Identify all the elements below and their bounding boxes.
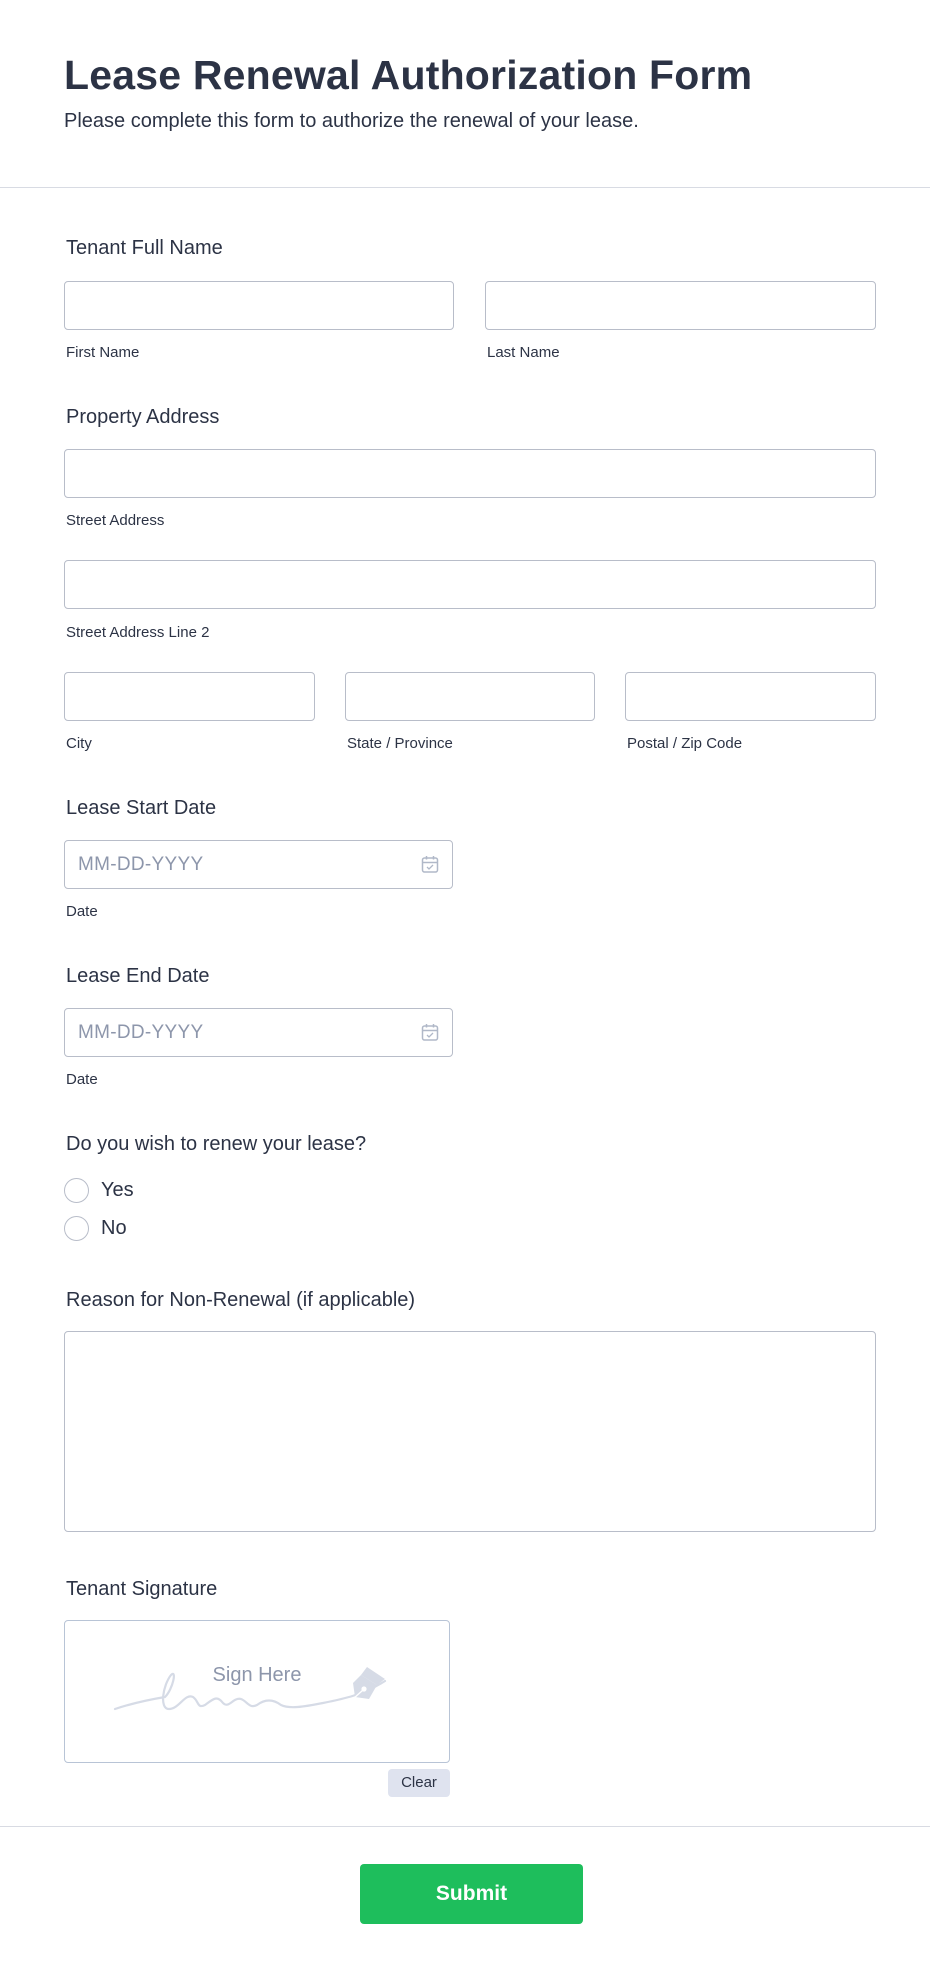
state-input[interactable] bbox=[345, 672, 595, 721]
radio-option-yes[interactable] bbox=[64, 1177, 134, 1203]
sign-here-text: Sign Here bbox=[212, 1664, 302, 1686]
city-sublabel: City bbox=[66, 735, 92, 752]
radio-button-no[interactable] bbox=[64, 1216, 89, 1241]
form-subtitle: Please complete this form to authorize the renewal of your lease. bbox=[64, 110, 639, 132]
street-address-line2-input[interactable] bbox=[64, 560, 876, 609]
calendar-icon[interactable] bbox=[421, 855, 439, 874]
lease-start-label: Lease Start Date bbox=[66, 797, 217, 819]
clear-signature-button[interactable]: Clear bbox=[388, 1769, 450, 1797]
last-name-sublabel: Last Name bbox=[487, 344, 560, 361]
renew-question-label: Do you wish to renew your lease? bbox=[66, 1133, 367, 1155]
street-address-sublabel: Street Address bbox=[66, 512, 165, 529]
state-sublabel: State / Province bbox=[347, 735, 453, 752]
first-name-sublabel: First Name bbox=[66, 344, 140, 361]
calendar-icon[interactable] bbox=[421, 1023, 439, 1042]
radio-label-yes[interactable]: Yes bbox=[101, 1178, 134, 1201]
street-address-line2-sublabel: Street Address Line 2 bbox=[66, 624, 210, 641]
lease-start-sublabel: Date bbox=[66, 903, 98, 920]
form-title: Lease Renewal Authorization Form bbox=[64, 52, 753, 98]
footer-divider bbox=[0, 1826, 930, 1827]
submit-button[interactable]: Submit bbox=[360, 1864, 583, 1924]
reason-label: Reason for Non-Renewal (if applicable) bbox=[66, 1289, 416, 1311]
tenant-name-label: Tenant Full Name bbox=[66, 237, 223, 259]
lease-end-placeholder: MM-DD-YYYY bbox=[78, 1022, 204, 1043]
lease-end-sublabel: Date bbox=[66, 1071, 98, 1088]
reason-textarea[interactable] bbox=[64, 1331, 876, 1532]
radio-label-no[interactable]: No bbox=[101, 1216, 127, 1239]
lease-end-label: Lease End Date bbox=[66, 965, 210, 987]
zip-sublabel: Postal / Zip Code bbox=[627, 735, 743, 752]
lease-start-date-input[interactable] bbox=[64, 840, 453, 889]
radio-button-yes[interactable] bbox=[64, 1178, 89, 1203]
city-input[interactable] bbox=[64, 672, 315, 721]
property-address-label: Property Address bbox=[66, 406, 220, 428]
lease-end-date-input[interactable] bbox=[64, 1008, 453, 1057]
zip-input[interactable] bbox=[625, 672, 876, 721]
street-address-input[interactable] bbox=[64, 449, 876, 498]
signature-label: Tenant Signature bbox=[66, 1578, 218, 1600]
signature-pad[interactable] bbox=[64, 1620, 450, 1763]
form-header bbox=[0, 0, 930, 188]
last-name-input[interactable] bbox=[485, 281, 876, 330]
radio-option-no[interactable] bbox=[64, 1215, 127, 1241]
first-name-input[interactable] bbox=[64, 281, 454, 330]
lease-start-placeholder: MM-DD-YYYY bbox=[78, 854, 204, 875]
